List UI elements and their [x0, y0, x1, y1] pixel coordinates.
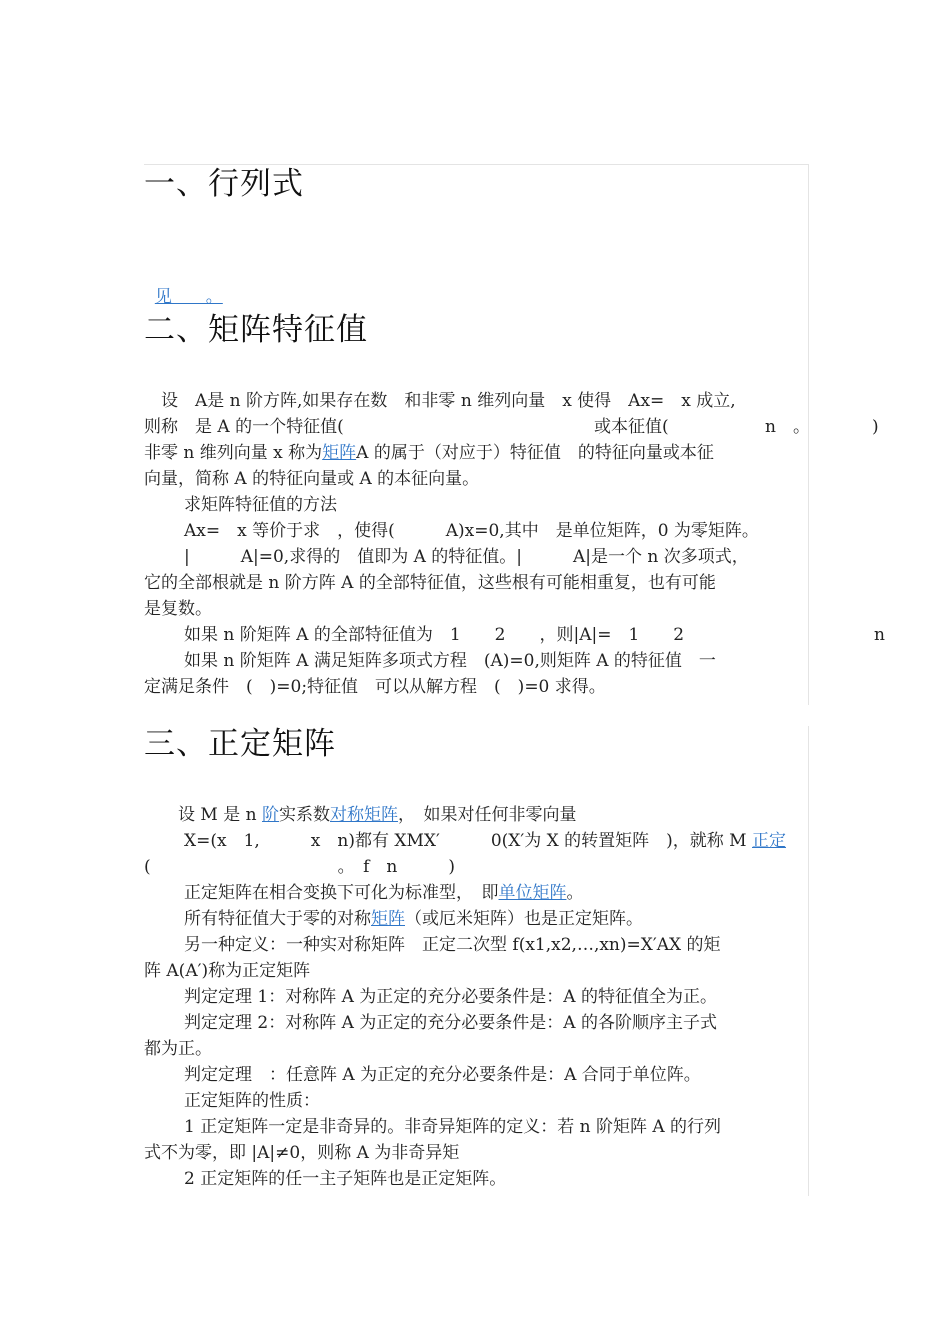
para-line: 则称 是 A 的一个特征值( [144, 417, 344, 437]
para-line [144, 440, 714, 466]
section-title-determinant: 一、行列式 [144, 166, 304, 202]
para-fragment: ) [872, 417, 879, 437]
para-line: Ax= x 等价于求 ，使得( A)x=0,其中 是单位矩阵，0 为零矩阵。 [184, 521, 759, 541]
para-line: 如果 n 阶矩阵 A 满足矩阵多项式方程 (A)=0,则矩阵 A 的特征值 一 [184, 651, 716, 671]
para-line: 阵 A(A′)称为正定矩阵 [144, 961, 311, 981]
para-line [178, 802, 576, 828]
para-line: 判定定理 2：对称阵 A 为正定的充分必要条件是：A 的各阶顺序主子式 [184, 1013, 717, 1033]
para-fragment: n [874, 625, 885, 645]
para-line: 另一种定义：一种实对称矩阵 正定二次型 f(x1,x2,…,xn)=X′AX 的矩 [184, 935, 721, 955]
para-line [184, 880, 584, 906]
para-fragment: n 。 [765, 417, 810, 437]
para-fragment: 或本征值( [594, 417, 669, 437]
text-span: 设 M 是 n [178, 805, 262, 825]
para-line: 判定定理 ：任意阵 A 为正定的充分必要条件是：A 合同于单位阵。 [184, 1065, 701, 1085]
para-line: ( 。 f n ) [144, 857, 456, 877]
text-span: 实系数 [278, 805, 330, 825]
text-span: 。 [566, 883, 584, 903]
para-line [184, 906, 643, 932]
text-span: 非零 n 维列向量 x 称为 [144, 443, 323, 463]
text-span: （或厄米矩阵）也是正定矩阵。 [405, 909, 643, 929]
para-line: 是复数。 [144, 599, 212, 619]
para-line: 向量，简称 A 的特征向量或 A 的本征向量。 [144, 469, 480, 489]
para-line: 都为正。 [144, 1039, 212, 1059]
para-line: | A|=0,求得的 值即为 A 的特征值。| A|是一个 n 次多项式， [184, 547, 749, 567]
para-line: 如果 n 阶矩阵 A 的全部特征值为 1 2 ，则|A|= 1 2 [184, 625, 685, 645]
para-line: 定满足条件 ( )=0;特征值 可以从解方程 ( )=0 求得。 [144, 677, 606, 697]
para-line: 它的全部根就是 n 阶方阵 A 的全部特征值，这些根有可能相重复，也有可能 [144, 573, 716, 593]
para-line: 2 正定矩阵的任一主子矩阵也是正定矩阵。 [184, 1169, 507, 1189]
text-span: 正定矩阵在相合变换下可化为标准型， 即 [184, 883, 499, 903]
identity-matrix-link[interactable]: 单位矩阵 [498, 883, 567, 903]
para-line [184, 828, 786, 854]
order-link[interactable]: 阶 [261, 805, 279, 825]
section-title-positive-definite: 三、正定矩阵 [144, 726, 336, 762]
subheading: 求矩阵特征值的方法 [184, 495, 337, 515]
para-line: 设 A是 n 阶方阵,如果存在数 和非零 n 维列向量 x 使得 Ax= x 成立, [144, 391, 736, 411]
see-line [144, 258, 223, 310]
section-title-eigenvalue: 二、矩阵特征值 [144, 312, 368, 348]
matrix-link[interactable]: 矩阵 [322, 443, 357, 463]
symmetric-matrix-link[interactable]: 对称矩阵 [329, 805, 398, 825]
subheading: 正定矩阵的性质： [184, 1091, 320, 1111]
see-link[interactable]: 见 。 [154, 287, 223, 307]
positive-definite-link[interactable]: 正定 [752, 831, 786, 851]
text-span: X=(x 1, x n)都有 XMX′ 0(X′为 X 的转置矩阵 )，就称 M [184, 831, 752, 851]
text-span: A 的属于（对应于）特征值 的特征向量或本征 [356, 443, 714, 463]
matrix-link-2[interactable]: 矩阵 [371, 909, 405, 929]
para-line: 式不为零，即 |A|≠0，则称 A 为非奇异矩 [144, 1143, 460, 1163]
text-span: 所有特征值大于零的对称 [184, 909, 371, 929]
text-span: ， 如果对任何非零向量 [397, 805, 577, 825]
para-line: 判定定理 1：对称阵 A 为正定的充分必要条件是：A 的特征值全为正。 [184, 987, 717, 1007]
para-line: 1 正定矩阵一定是非奇异的。非奇异矩阵的定义：若 n 阶矩阵 A 的行列 [184, 1117, 722, 1137]
